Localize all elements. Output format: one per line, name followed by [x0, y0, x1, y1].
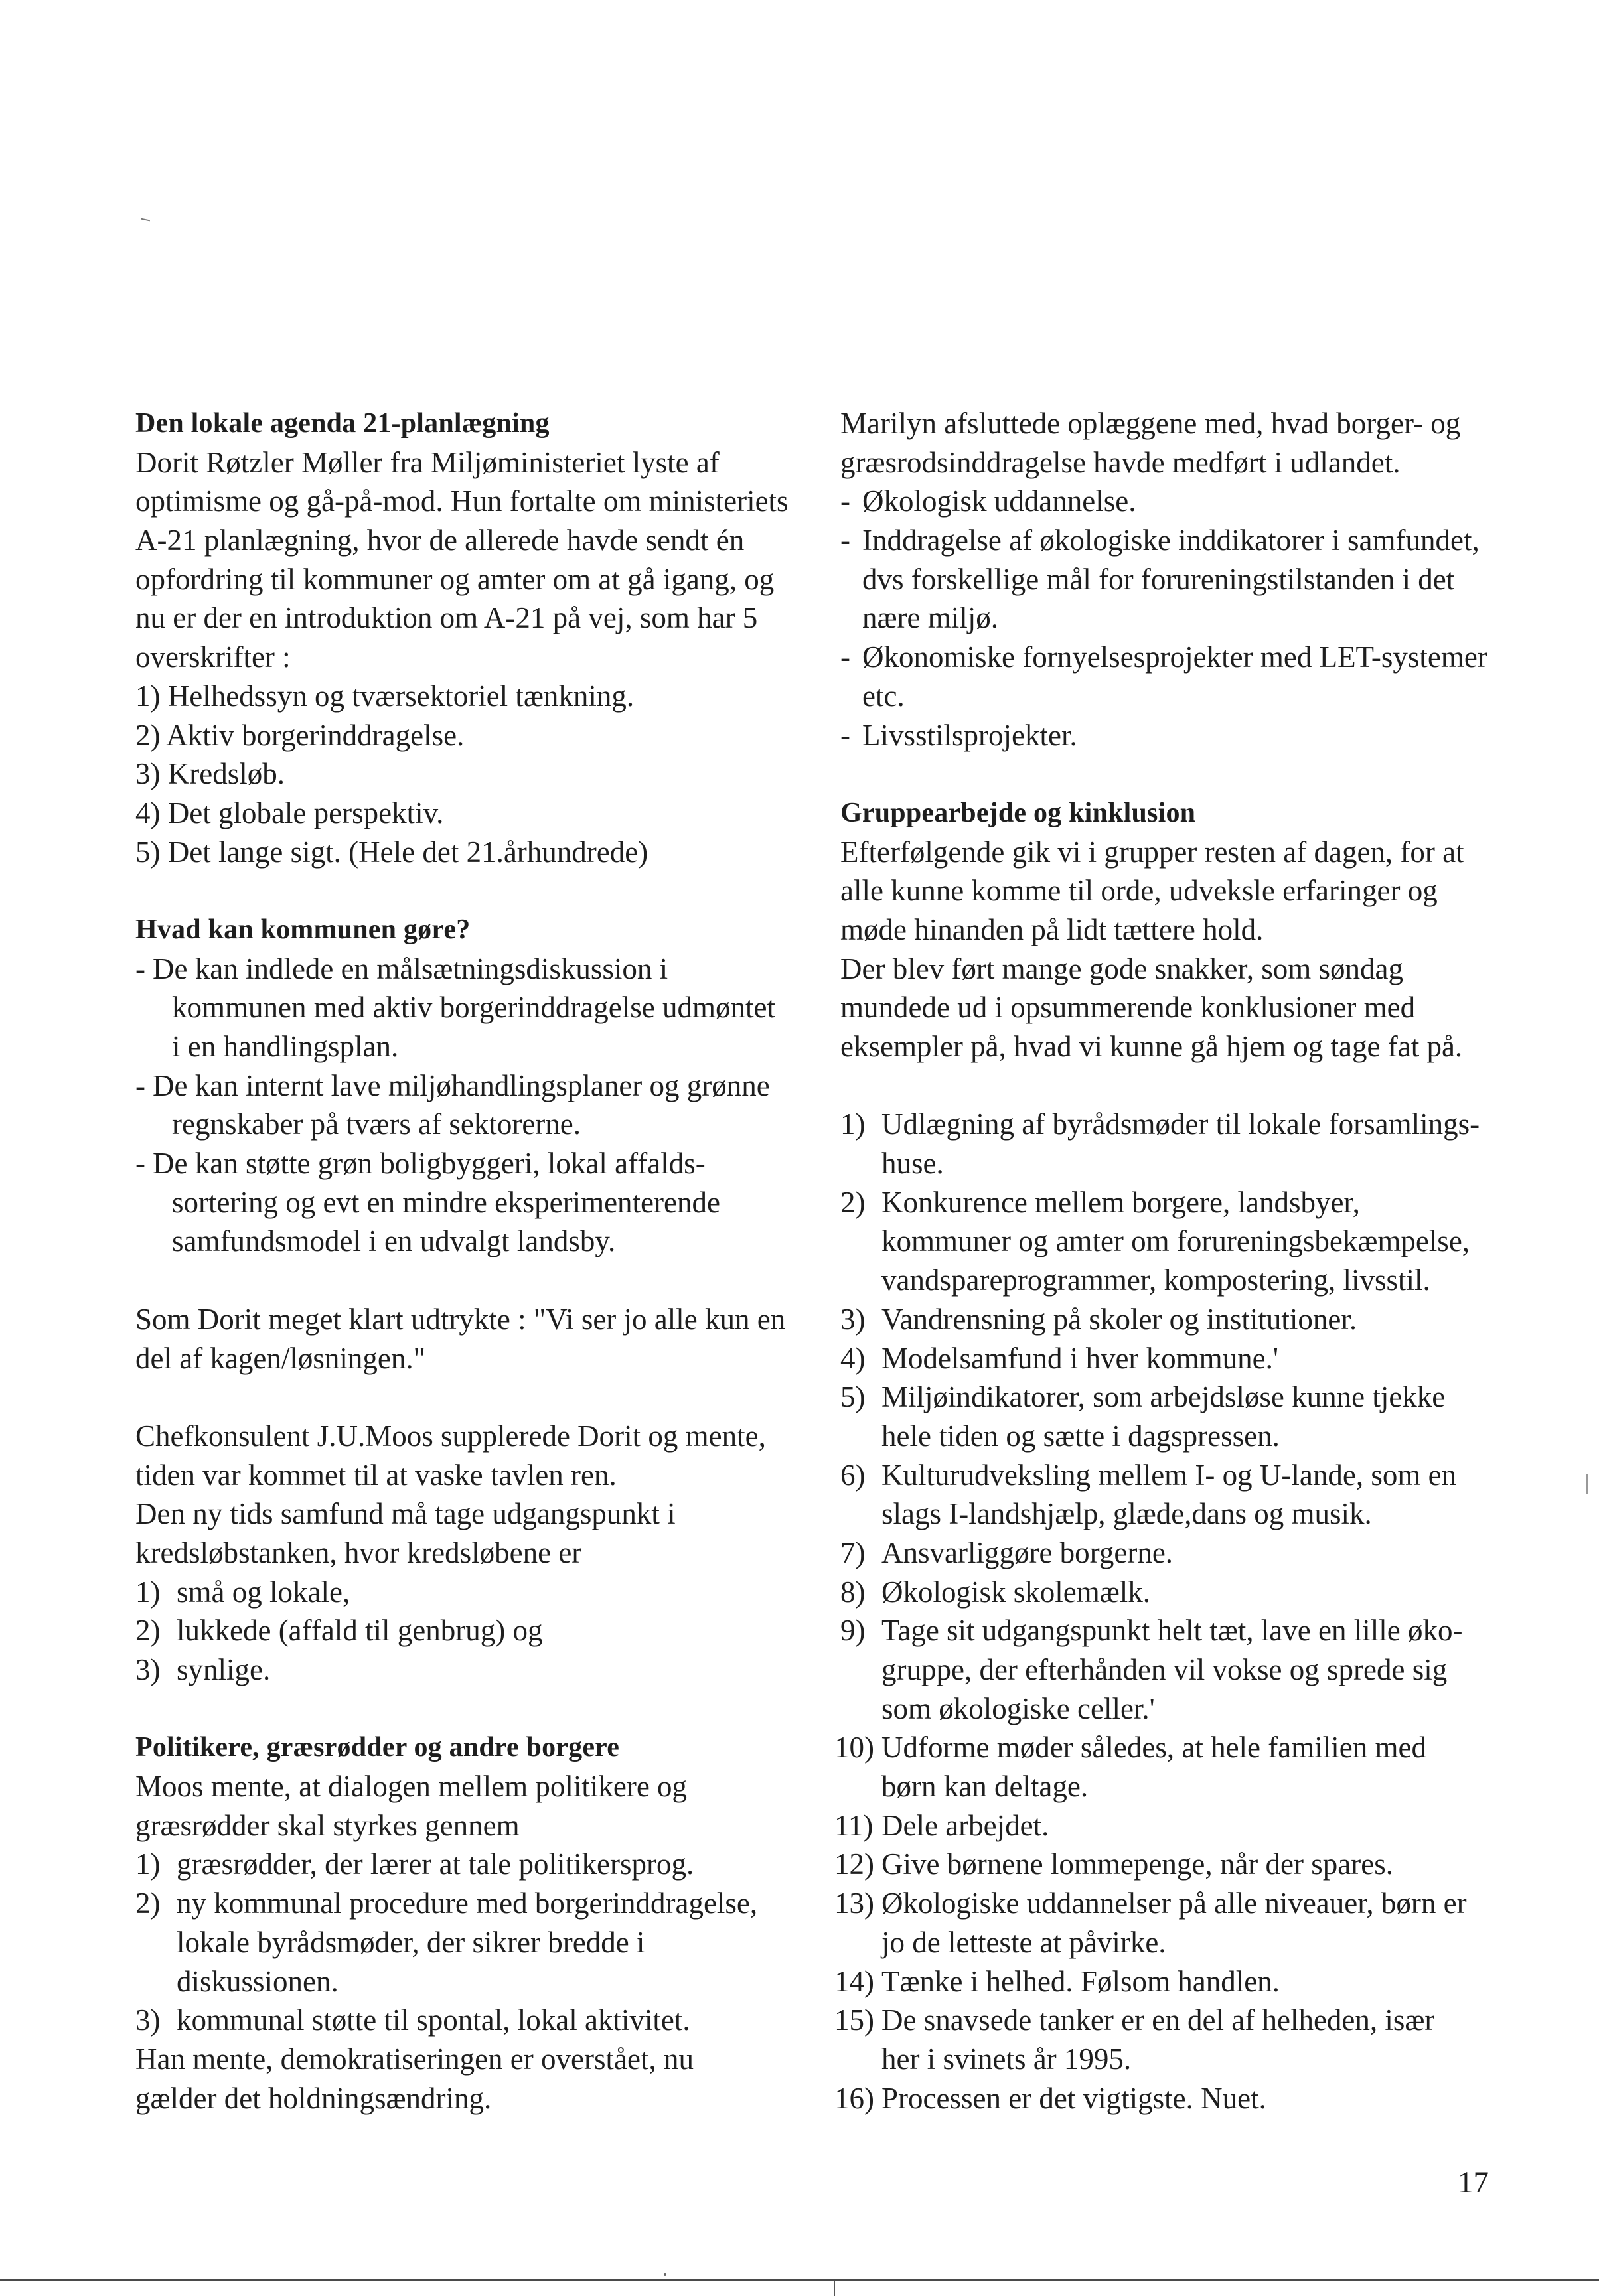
section-moos	[135, 1417, 826, 1689]
paragraph-line: Han mente, demokratiseringen er overstået, nu	[135, 2042, 694, 2076]
section-agenda-21	[135, 404, 826, 871]
list-item-line: synlige.	[177, 1653, 271, 1686]
list-item-first-line	[135, 1144, 826, 1183]
conclusion-item	[840, 1105, 1544, 1183]
conclusion-item	[834, 1728, 1544, 1806]
section-quote	[135, 1300, 826, 1378]
list-marker: 1)	[840, 1108, 866, 1141]
list-item	[840, 521, 1544, 638]
blank-line	[840, 1066, 1544, 1106]
list-item	[135, 2001, 826, 2040]
list-item-line: Tænke i helhed. Følsom handlen.	[881, 1964, 1280, 1998]
list-marker: -	[840, 524, 850, 557]
section-heading: Hvad kan kommunen gøre?	[135, 914, 471, 945]
list-item-line: Livsstilsprojekter.	[862, 718, 1077, 752]
list-item-line: gruppe, der efterhånden vil vokse og sprede sig	[881, 1653, 1448, 1686]
conclusion-item	[834, 2001, 1544, 2078]
list-item-line: børn kan deltage.	[881, 1770, 1089, 1804]
list-item-line: 2) Aktiv borgerinddragelse.	[135, 718, 465, 752]
list-marker: -	[840, 718, 850, 752]
conclusion-item	[834, 2079, 1544, 2118]
section-politicians	[135, 1728, 826, 2117]
list-marker: 1)	[135, 1847, 161, 1881]
list-marker: 3)	[135, 2003, 161, 2037]
list-marker: 2)	[840, 1185, 866, 1219]
list-item	[135, 1573, 826, 1612]
list-marker: 2)	[135, 1887, 161, 1920]
list-item-line: nære miljø.	[862, 601, 998, 635]
blank-line	[135, 871, 826, 910]
list-item-line: 5) Det lange sigt. (Hele det 21.århundrede)	[135, 835, 648, 869]
list-marker: 3)	[840, 1302, 866, 1336]
list-item-line: Økologiske uddannelser på alle niveauer, børn er	[881, 1887, 1467, 1920]
list-marker: 4)	[840, 1341, 866, 1375]
list-item-line: slags I-landshjælp, glæde,dans og musik.	[881, 1497, 1372, 1531]
list-marker: 13)	[834, 1887, 874, 1920]
list-marker: 16)	[834, 2081, 874, 2115]
quote-line: del af kagen/løsningen."	[135, 1341, 425, 1375]
scan-edge-rule	[0, 2279, 1599, 2281]
blank-line	[840, 754, 1544, 794]
list-item-line: Økologisk skolemælk.	[881, 1575, 1151, 1609]
list-item-line: dvs forskellige mål for forureningstilstanden i det	[862, 562, 1455, 596]
list-item-line: diskussionen.	[177, 1964, 339, 1998]
list-item-line: som økologiske celler.'	[881, 1691, 1155, 1725]
paragraph-line: alle kunne komme til orde, udveksle erfaringer og	[840, 874, 1438, 908]
list-marker: -	[135, 952, 145, 985]
list-item-line: 1) Helhedssyn og tværsektoriel tænkning.	[135, 679, 635, 713]
list-marker: -	[840, 640, 850, 674]
list-marker: 14)	[834, 1964, 874, 1998]
paragraph-line: Der blev ført mange gode snakker, som søndag	[840, 952, 1403, 985]
list-item-line: Ansvarliggøre borgerne.	[881, 1536, 1174, 1569]
scan-mark	[1586, 1474, 1588, 1494]
blank-line	[135, 1378, 826, 1417]
list-item	[135, 1066, 826, 1144]
list-marker: -	[840, 484, 850, 518]
list-item	[840, 482, 1544, 521]
list-item-line: sortering og evt en mindre eksperimenterende	[172, 1185, 720, 1219]
conclusion-item	[834, 1884, 1544, 1962]
list-marker: 6)	[840, 1458, 866, 1492]
conclusion-item	[834, 1806, 1544, 1845]
list-item-line: Udforme møder således, at hele familien med	[881, 1731, 1426, 1764]
list-item-line: Økonomiske fornyelsesprojekter med LET-systemer	[862, 640, 1487, 674]
section-municipality	[135, 910, 826, 1261]
list-item-line: 3) Kredsløb.	[135, 757, 285, 791]
section-heading: Gruppearbejde og kinklusion	[840, 797, 1196, 828]
list-item-line: samfundsmodel i en udvalgt landsby.	[172, 1224, 616, 1258]
paragraph-line: overskrifter :	[135, 640, 291, 674]
blank-line	[135, 1261, 826, 1300]
conclusion-item	[840, 1339, 1544, 1378]
list-item-first-line	[135, 1066, 826, 1106]
list-item-line: små og lokale,	[177, 1575, 350, 1609]
list-item-line: lokale byrådsmøder, der sikrer bredde i	[177, 1925, 645, 1959]
list-item	[135, 1611, 826, 1650]
list-marker: 15)	[834, 2003, 874, 2037]
list-item	[135, 1845, 826, 1884]
blank-line	[135, 1689, 826, 1729]
paragraph-line: møde hinanden på lidt tættere hold.	[840, 912, 1264, 946]
conclusions-list	[834, 1105, 1544, 2117]
list-item-line: huse.	[881, 1147, 944, 1181]
list-item-text: De kan internt lave miljøhandlingsplaner og grønne	[153, 1068, 770, 1102]
list-item-line: jo de letteste at påvirke.	[881, 1925, 1166, 1959]
list-item-line: Tage sit udgangspunkt helt tæt, lave en lille øko-	[881, 1614, 1463, 1648]
conclusion-item	[840, 1300, 1544, 1339]
list-item-text: De kan støtte grøn boligbyggeri, lokal affalds-	[153, 1147, 706, 1181]
list-item	[135, 1144, 826, 1261]
list-marker: 7)	[840, 1536, 866, 1569]
paragraph-line: græsrodsinddragelse havde medført i udlandet.	[840, 445, 1401, 479]
list-item-line: kommunen med aktiv borgerinddragelse udmøntet	[172, 991, 775, 1025]
list-marker: 8)	[840, 1575, 866, 1609]
paragraph-line: gælder det holdningsændring.	[135, 2081, 492, 2115]
list-item-line: ny kommunal procedure med borgerinddragelse,	[177, 1887, 758, 1920]
list-item-line: Kulturudveksling mellem I- og U-lande, som en	[881, 1458, 1457, 1492]
list-item	[840, 638, 1544, 715]
conclusion-item	[840, 1573, 1544, 1612]
list-item-line: Vandrensning på skoler og institutioner.	[881, 1302, 1357, 1336]
section-heading: Den lokale agenda 21-planlægning	[135, 408, 550, 439]
list-marker: 3)	[135, 1653, 161, 1686]
list-item-line: regnskaber på tværs af sektorerne.	[172, 1108, 581, 1141]
paragraph-line: Efterfølgende gik vi i grupper resten af dagen, for at	[840, 835, 1464, 869]
left-column	[135, 404, 826, 2117]
paragraph-line: Chefkonsulent J.U.Moos supplerede Dorit og mente,	[135, 1419, 766, 1453]
list-item-line: etc.	[862, 679, 905, 713]
list-item-line: vandspareprogrammer, kompostering, livsstil.	[881, 1263, 1430, 1297]
list-item-line: græsrødder, der lærer at tale politikersprog.	[177, 1847, 694, 1881]
list-item	[135, 1650, 826, 1689]
list-item-line: Give børnene lommepenge, når der spares.	[881, 1847, 1393, 1881]
paragraph-line: optimisme og gå-på-mod. Hun fortalte om ministeriets	[135, 484, 789, 518]
list-item	[135, 1884, 826, 2001]
list-marker: 12)	[834, 1847, 874, 1881]
conclusion-item	[840, 1183, 1544, 1300]
list-item-line: Konkurence mellem borgere, landsbyer,	[881, 1185, 1360, 1219]
list-item-line: kommunal støtte til spontal, lokal aktivitet.	[177, 2003, 690, 2037]
list-marker: 11)	[834, 1808, 874, 1842]
list-marker: 1)	[135, 1575, 161, 1609]
list-marker: 10)	[834, 1731, 874, 1764]
list-item-first-line	[135, 950, 826, 989]
conclusion-item	[840, 1611, 1544, 1728]
paragraph-line: kredsløbstanken, hvor kredsløbene er	[135, 1536, 582, 1569]
list-item-line: i en handlingsplan.	[172, 1030, 399, 1063]
list-item-line: lukkede (affald til genbrug) og	[177, 1614, 543, 1648]
list-item	[840, 716, 1544, 755]
scan-mark	[141, 218, 150, 222]
list-item-line: Miljøindikatorer, som arbejdsløse kunne tjekke	[881, 1380, 1446, 1414]
paragraph-line: mundede ud i opsummerende konklusioner med	[840, 991, 1416, 1025]
paragraph-line: Moos mente, at dialogen mellem politikere og	[135, 1770, 688, 1804]
list-marker: -	[135, 1147, 145, 1181]
list-item-line: Modelsamfund i hver kommune.'	[881, 1341, 1279, 1375]
list-item-text: De kan indlede en målsætningsdiskussion i	[153, 952, 668, 985]
paragraph-line: Marilyn afsluttede oplæggene med, hvad borger- og	[840, 407, 1461, 440]
list-item-line: Økologisk uddannelse.	[862, 484, 1136, 518]
list-marker: 2)	[135, 1614, 161, 1648]
right-column	[834, 404, 1544, 2117]
paragraph-line: Dorit Røtzler Møller fra Miljøministeriet lyste af	[135, 445, 720, 479]
list-item-line: Inddragelse af økologiske inddikatorer i samfundet,	[862, 524, 1480, 557]
list-marker: 5)	[840, 1380, 866, 1414]
section-marilyn	[840, 404, 1544, 754]
list-item-line: Processen er det vigtigste. Nuet.	[881, 2081, 1266, 2115]
scan-mark	[834, 2281, 835, 2296]
conclusion-item	[840, 1378, 1544, 1455]
list-item-line: 4) Det globale perspektiv.	[135, 796, 444, 829]
paragraph-line: tiden var kommet til at vaske tavlen ren.	[135, 1458, 617, 1492]
conclusion-item	[834, 1962, 1544, 2001]
section-heading: Politikere, græsrødder og andre borgere	[135, 1732, 620, 1763]
paragraph-line: opfordring til kommuner og amter om at gå igang, og	[135, 562, 775, 596]
list-item-line: hele tiden og sætte i dagspressen.	[881, 1419, 1280, 1453]
list-item-line: kommuner og amter om forureningsbekæmpelse,	[881, 1224, 1470, 1258]
list-item	[135, 950, 826, 1066]
list-marker: 9)	[840, 1614, 866, 1648]
scan-mark	[664, 2273, 666, 2276]
section-group-work	[834, 794, 1544, 2117]
paragraph-line: A-21 planlægning, hvor de allerede havde sendt én	[135, 524, 745, 557]
list-marker: -	[135, 1068, 145, 1102]
conclusion-item	[840, 1456, 1544, 1534]
quote-line: Som Dorit meget klart udtrykte : "Vi ser jo alle kun en	[135, 1302, 786, 1336]
page-number: 17	[1458, 2165, 1489, 2200]
list-item-line: De snavsede tanker er en del af helheden, især	[881, 2003, 1435, 2037]
paragraph-line: eksempler på, hvad vi kunne gå hjem og tage fat på.	[840, 1030, 1463, 1063]
paragraph-line: græsrødder skal styrkes gennem	[135, 1808, 520, 1842]
list-item-line: her i svinets år 1995.	[881, 2042, 1132, 2076]
paragraph-line: nu er der en introduktion om A-21 på vej, som har 5	[135, 601, 758, 635]
list-item-line: Dele arbejdet.	[881, 1808, 1049, 1842]
list-item-line: Udlægning af byrådsmøder til lokale forsamlings-	[881, 1108, 1480, 1141]
paragraph-line: Den ny tids samfund må tage udgangspunkt i	[135, 1497, 676, 1531]
conclusion-item	[834, 1845, 1544, 1884]
conclusion-item	[840, 1534, 1544, 1573]
